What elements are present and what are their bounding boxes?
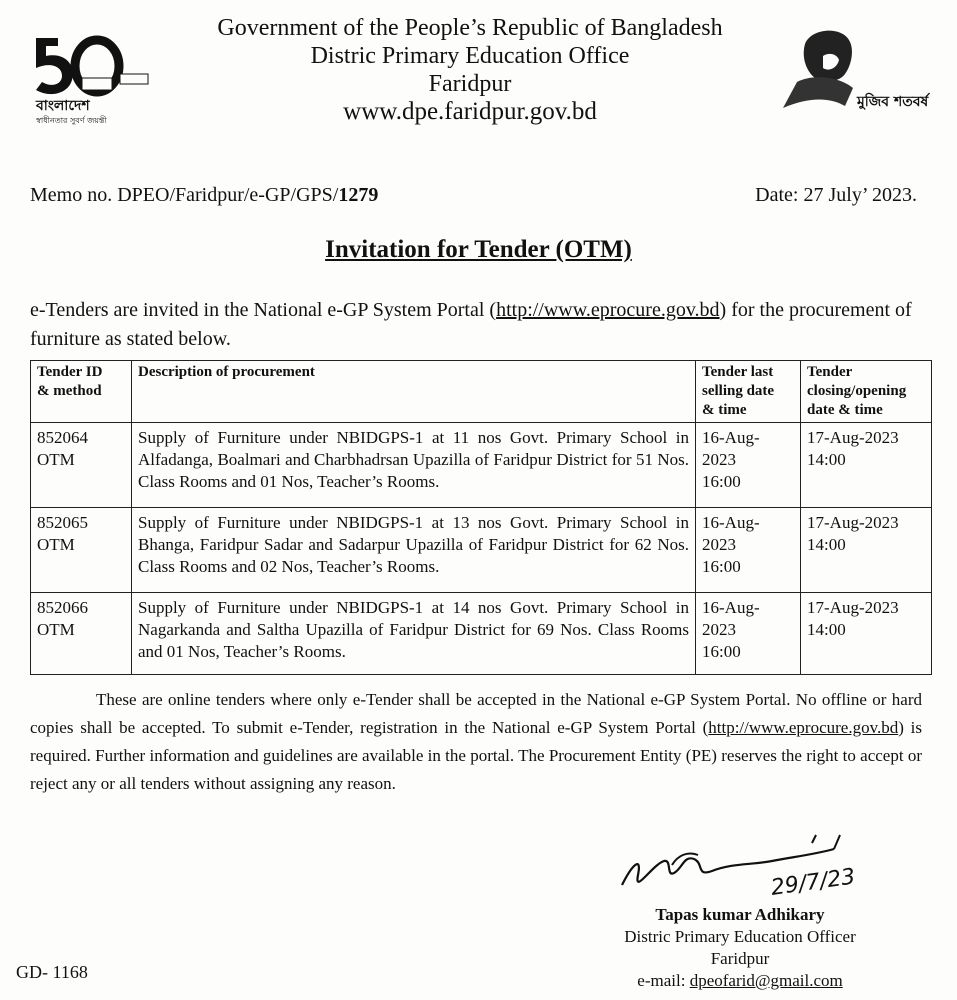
government-name: Government of the People’s Republic of Bangladesh xyxy=(217,15,723,41)
logo-left-text: বাংলাদেশ xyxy=(36,98,90,114)
memo-serial: 1279 xyxy=(338,184,379,206)
signoff-block xyxy=(560,904,920,992)
logo-right-text: মুজিব শতবর্ষ xyxy=(857,94,929,110)
gd-number: GD- 1168 xyxy=(16,962,88,982)
table-header-row xyxy=(31,361,932,423)
header-description: Description of procurement xyxy=(132,361,696,423)
eprocure-link[interactable]: http://www.eprocure.gov.bd xyxy=(496,299,720,321)
memo-number xyxy=(30,184,378,207)
letterhead xyxy=(160,14,780,126)
tender-table xyxy=(30,360,932,675)
header-tender-id: Tender ID & method xyxy=(31,361,132,423)
mujib-100-logo-icon xyxy=(775,22,929,117)
office-location: Faridpur xyxy=(428,71,512,97)
memo-date: Date: 27 July’ 2023. xyxy=(755,184,917,206)
email-link[interactable]: dpeofarid@gmail.com xyxy=(689,971,843,990)
officer-email-line xyxy=(560,970,920,992)
memo-prefix: Memo no. DPEO/Faridpur/e-GP/GPS/ xyxy=(30,184,339,206)
description-cell: Supply of Furniture under NBIDGPS-1 at 13 nos Govt. Primary School in Bhanga, Faridpur Sadar and Sadarpur Upazilla of Faridpur District for 62 Nos. Class Rooms and 02 Nos, Teacher’s Rooms. xyxy=(132,508,696,593)
notice-paragraph xyxy=(30,686,922,798)
selling-date-cell: 16-Aug- 2023 16:00 xyxy=(696,423,801,508)
selling-date-cell: 16-Aug- 2023 16:00 xyxy=(696,593,801,675)
tender-id-cell: 852065 OTM xyxy=(31,508,132,593)
tender-id-cell: 852066 OTM xyxy=(31,593,132,675)
officer-name: Tapas kumar Adhikary xyxy=(655,905,825,924)
bangladesh-50-years-logo-icon xyxy=(22,30,162,130)
logo-left-subtext: স্বাধীনতার সুবর্ণ জয়ন্তী xyxy=(36,116,107,125)
table-row xyxy=(31,593,932,675)
selling-date-cell: 16-Aug- 2023 16:00 xyxy=(696,508,801,593)
closing-date-cell: 17-Aug-2023 14:00 xyxy=(801,593,932,675)
office-name: Distric Primary Education Office xyxy=(310,43,630,69)
closing-date-cell: 17-Aug-2023 14:00 xyxy=(801,423,932,508)
description-cell: Supply of Furniture under NBIDGPS-1 at 11 nos Govt. Primary School in Alfadanga, Boalmari and Charbhadrsan Upazilla of Faridpur District for 51 Nos. Class Rooms and 01 Nos, Teacher’s Rooms. xyxy=(132,423,696,508)
eprocure-link[interactable]: http://www.eprocure.gov.bd xyxy=(708,718,899,737)
closing-date-cell: 17-Aug-2023 14:00 xyxy=(801,508,932,593)
officer-location: Faridpur xyxy=(710,949,770,968)
signature-icon xyxy=(612,825,892,915)
office-website: www.dpe.faridpur.gov.bd xyxy=(343,98,597,125)
signature-date: 29/7/23 xyxy=(769,864,857,901)
description-cell: Supply of Furniture under NBIDGPS-1 at 14 nos Govt. Primary School in Nagarkanda and Saltha Upazilla of Faridpur District for 69 Nos. Class Rooms and 01 Nos, Teacher’s Rooms. xyxy=(132,593,696,675)
tender-id-cell: 852064 OTM xyxy=(31,423,132,508)
intro-after: ) for the procurement of furniture as stated below. xyxy=(30,299,912,350)
intro-before: e-Tenders are invited in the National e-GP System Portal ( xyxy=(30,299,497,321)
intro-paragraph xyxy=(30,296,922,354)
officer-designation: Distric Primary Education Officer xyxy=(624,927,856,946)
email-label: e-mail: xyxy=(637,971,690,990)
notice-part2: ) is required. Further information and guidelines are available in the portal. The Procurement Entity (PE) reserves the right to accept or reject any or all tenders without assigning any reason. xyxy=(30,718,923,793)
header-selling-date: Tender last selling date & time xyxy=(696,361,801,423)
table-row xyxy=(31,508,932,593)
table-row xyxy=(31,423,932,508)
document-title: Invitation for Tender (OTM) xyxy=(325,236,632,263)
header-closing-date: Tender closing/opening date & time xyxy=(801,361,932,423)
notice-part1: These are online tenders where only e-Tender shall be accepted in the National e-GP System Portal. No offline or hard copies shall be accepted. To submit e-Tender, registration in the National e-GP System Portal ( xyxy=(30,690,922,737)
